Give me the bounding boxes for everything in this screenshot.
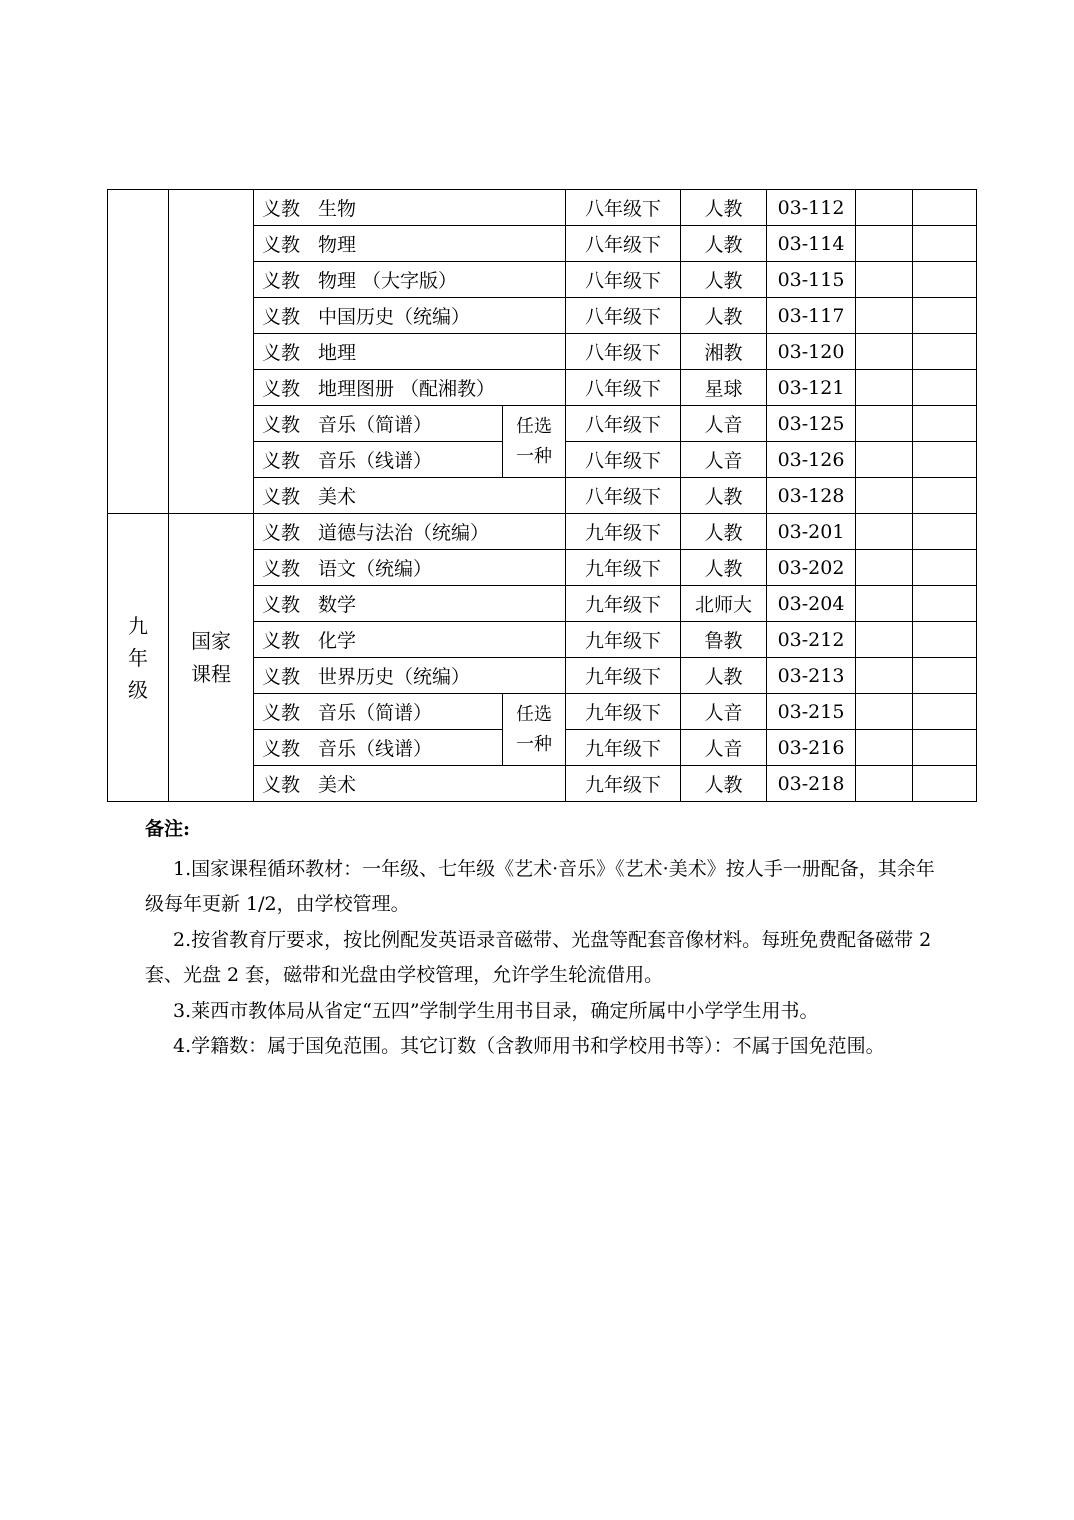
grade-level-char: 九 <box>128 613 148 638</box>
note-item-3: 3.莱西市教体局从省定“五四”学制学生用书目录，确定所属中小学学生用书。 <box>173 999 819 1022</box>
book-subject: 音乐（线谱） <box>318 450 433 472</box>
empty-cell <box>913 370 977 406</box>
book-code-cell: 03-117 <box>767 298 856 334</box>
publisher-cell: 人音 <box>681 694 767 730</box>
empty-cell <box>913 694 977 730</box>
book-code-cell: 03-120 <box>767 334 856 370</box>
book-name-cell <box>254 586 566 622</box>
note-item-1: 1.国家课程循环教材：一年级、七年级《艺术·音乐》《艺术·美术》按人手一册配备，其余年级每年更新 1/2，由学校管理。 <box>145 857 935 915</box>
book-prefix: 义教 <box>262 558 301 580</box>
publisher-cell: 人教 <box>681 766 767 802</box>
empty-cell <box>913 586 977 622</box>
publisher-cell: 人音 <box>681 442 767 478</box>
book-subject: 地理 <box>318 342 357 364</box>
publisher-cell: 人音 <box>681 730 767 766</box>
book-code-cell: 03-213 <box>767 658 856 694</box>
publisher-cell: 人音 <box>681 406 767 442</box>
book-code-cell: 03-125 <box>767 406 856 442</box>
empty-cell <box>913 730 977 766</box>
book-prefix: 义教 <box>262 630 301 652</box>
option-note-cell <box>503 694 566 766</box>
book-subject: 语文（统编） <box>318 558 433 580</box>
grade-term-cell: 九年级下 <box>566 586 681 622</box>
publisher-cell: 北师大 <box>681 586 767 622</box>
empty-cell <box>913 406 977 442</box>
note-item-4: 4.学籍数：属于国免范围。其它订数（含教师用书和学校用书等）：不属于国免范围。 <box>173 1035 885 1057</box>
grade-level-char: 级 <box>128 677 148 702</box>
publisher-cell: 人教 <box>681 514 767 550</box>
grade-term-cell: 八年级下 <box>566 298 681 334</box>
grade-term-cell: 八年级下 <box>566 334 681 370</box>
empty-cell <box>856 730 913 766</box>
book-name-cell <box>254 514 566 550</box>
empty-cell <box>856 334 913 370</box>
book-prefix: 义教 <box>262 774 301 796</box>
option-note-line1: 任选 <box>516 703 552 725</box>
empty-cell <box>856 262 913 298</box>
book-code-cell: 03-201 <box>767 514 856 550</box>
book-code-cell: 03-121 <box>767 370 856 406</box>
book-name-cell <box>254 370 566 406</box>
grade-term-cell: 八年级下 <box>566 262 681 298</box>
table-row <box>108 190 977 226</box>
book-prefix: 义教 <box>262 234 301 256</box>
book-code-cell: 03-218 <box>767 766 856 802</box>
course-type-cell <box>169 190 254 514</box>
book-name-cell <box>254 442 503 478</box>
book-subject: 世界历史（统编） <box>318 666 471 688</box>
publisher-cell: 星球 <box>681 370 767 406</box>
empty-cell <box>856 298 913 334</box>
empty-cell <box>856 478 913 514</box>
publisher-cell: 人教 <box>681 226 767 262</box>
empty-cell <box>913 514 977 550</box>
book-code-cell: 03-114 <box>767 226 856 262</box>
book-name-cell <box>254 766 566 802</box>
grade-term-cell: 八年级下 <box>566 478 681 514</box>
option-note-line2: 一种 <box>516 445 552 467</box>
book-subject: 物理 （大字版） <box>318 270 458 292</box>
book-name-cell <box>254 334 566 370</box>
book-subject: 化学 <box>318 630 357 652</box>
publisher-cell: 鲁教 <box>681 622 767 658</box>
grade-term-cell: 九年级下 <box>566 514 681 550</box>
empty-cell <box>856 586 913 622</box>
grade-term-cell: 八年级下 <box>566 406 681 442</box>
empty-cell <box>856 658 913 694</box>
book-name-cell <box>254 550 566 586</box>
grade-term-cell: 八年级下 <box>566 190 681 226</box>
book-prefix: 义教 <box>262 342 301 364</box>
book-name-cell <box>254 730 503 766</box>
note-item-2: 2.按省教育厅要求，按比例配发英语录音磁带、光盘等配套音像材料。每班免费配备磁带 2 套、光盘 2 套，磁带和光盘由学校管理，允许学生轮流借用。 <box>145 928 932 986</box>
book-subject: 道德与法治（统编） <box>318 522 490 544</box>
book-prefix: 义教 <box>262 198 301 220</box>
book-code-cell: 03-128 <box>767 478 856 514</box>
grade-term-cell: 八年级下 <box>566 370 681 406</box>
empty-cell <box>913 766 977 802</box>
option-note-cell <box>503 406 566 478</box>
book-prefix: 义教 <box>262 378 301 400</box>
empty-cell <box>856 514 913 550</box>
book-subject: 生物 <box>318 198 357 220</box>
empty-cell <box>856 406 913 442</box>
empty-cell <box>913 334 977 370</box>
publisher-cell: 人教 <box>681 298 767 334</box>
publisher-cell: 人教 <box>681 550 767 586</box>
notes-section <box>145 812 945 1065</box>
book-prefix: 义教 <box>262 522 301 544</box>
book-name-cell <box>254 262 566 298</box>
book-prefix: 义教 <box>262 306 301 328</box>
book-name-cell <box>254 406 503 442</box>
course-type-cell <box>169 514 254 802</box>
book-prefix: 义教 <box>262 486 301 508</box>
book-name-cell <box>254 694 503 730</box>
grade-term-cell: 九年级下 <box>566 766 681 802</box>
empty-cell <box>856 190 913 226</box>
empty-cell <box>856 442 913 478</box>
book-subject: 音乐（简谱） <box>318 414 433 436</box>
textbook-table <box>107 189 977 802</box>
empty-cell <box>856 226 913 262</box>
book-subject: 美术 <box>318 774 357 796</box>
book-subject: 数学 <box>318 594 357 616</box>
grade-level-cell <box>108 190 169 514</box>
table-row <box>108 514 977 550</box>
book-name-cell <box>254 190 566 226</box>
empty-cell <box>913 622 977 658</box>
book-code-cell: 03-112 <box>767 190 856 226</box>
book-prefix: 义教 <box>262 594 301 616</box>
publisher-cell: 人教 <box>681 190 767 226</box>
book-code-cell: 03-216 <box>767 730 856 766</box>
course-type-text: 国家 <box>191 628 231 653</box>
empty-cell <box>913 442 977 478</box>
empty-cell <box>856 370 913 406</box>
book-prefix: 义教 <box>262 702 301 724</box>
book-name-cell <box>254 478 566 514</box>
book-prefix: 义教 <box>262 738 301 760</box>
book-name-cell <box>254 622 566 658</box>
book-name-cell <box>254 658 566 694</box>
book-subject: 中国历史（统编） <box>318 306 471 328</box>
publisher-cell: 人教 <box>681 478 767 514</box>
book-prefix: 义教 <box>262 450 301 472</box>
book-subject: 地理图册 （配湘教） <box>318 378 496 400</box>
course-type-text: 课程 <box>191 661 231 686</box>
book-subject: 物理 <box>318 234 357 256</box>
book-code-cell: 03-204 <box>767 586 856 622</box>
empty-cell <box>856 694 913 730</box>
notes-title: 备注: <box>145 818 191 840</box>
grade-term-cell: 九年级下 <box>566 694 681 730</box>
publisher-cell: 人教 <box>681 262 767 298</box>
empty-cell <box>913 550 977 586</box>
empty-cell <box>913 478 977 514</box>
publisher-cell: 湘教 <box>681 334 767 370</box>
book-code-cell: 03-202 <box>767 550 856 586</box>
empty-cell <box>913 658 977 694</box>
book-subject: 美术 <box>318 486 357 508</box>
book-code-cell: 03-215 <box>767 694 856 730</box>
empty-cell <box>856 622 913 658</box>
grade-term-cell: 九年级下 <box>566 658 681 694</box>
grade-term-cell: 八年级下 <box>566 226 681 262</box>
book-name-cell <box>254 226 566 262</box>
grade-level-char: 年 <box>128 645 148 670</box>
empty-cell <box>913 262 977 298</box>
empty-cell <box>913 226 977 262</box>
book-prefix: 义教 <box>262 666 301 688</box>
table-body <box>108 190 977 802</box>
publisher-cell: 人教 <box>681 658 767 694</box>
empty-cell <box>856 766 913 802</box>
book-code-cell: 03-126 <box>767 442 856 478</box>
grade-term-cell: 九年级下 <box>566 550 681 586</box>
grade-term-cell: 八年级下 <box>566 442 681 478</box>
empty-cell <box>913 298 977 334</box>
book-subject: 音乐（简谱） <box>318 702 433 724</box>
option-note-line1: 任选 <box>516 415 552 437</box>
grade-level-cell <box>108 514 169 802</box>
book-code-cell: 03-115 <box>767 262 856 298</box>
grade-term-cell: 九年级下 <box>566 622 681 658</box>
book-prefix: 义教 <box>262 270 301 292</box>
option-note-line2: 一种 <box>516 733 552 755</box>
book-code-cell: 03-212 <box>767 622 856 658</box>
empty-cell <box>913 190 977 226</box>
grade-term-cell: 九年级下 <box>566 730 681 766</box>
book-prefix: 义教 <box>262 414 301 436</box>
empty-cell <box>856 550 913 586</box>
book-subject: 音乐（线谱） <box>318 738 433 760</box>
book-name-cell <box>254 298 566 334</box>
